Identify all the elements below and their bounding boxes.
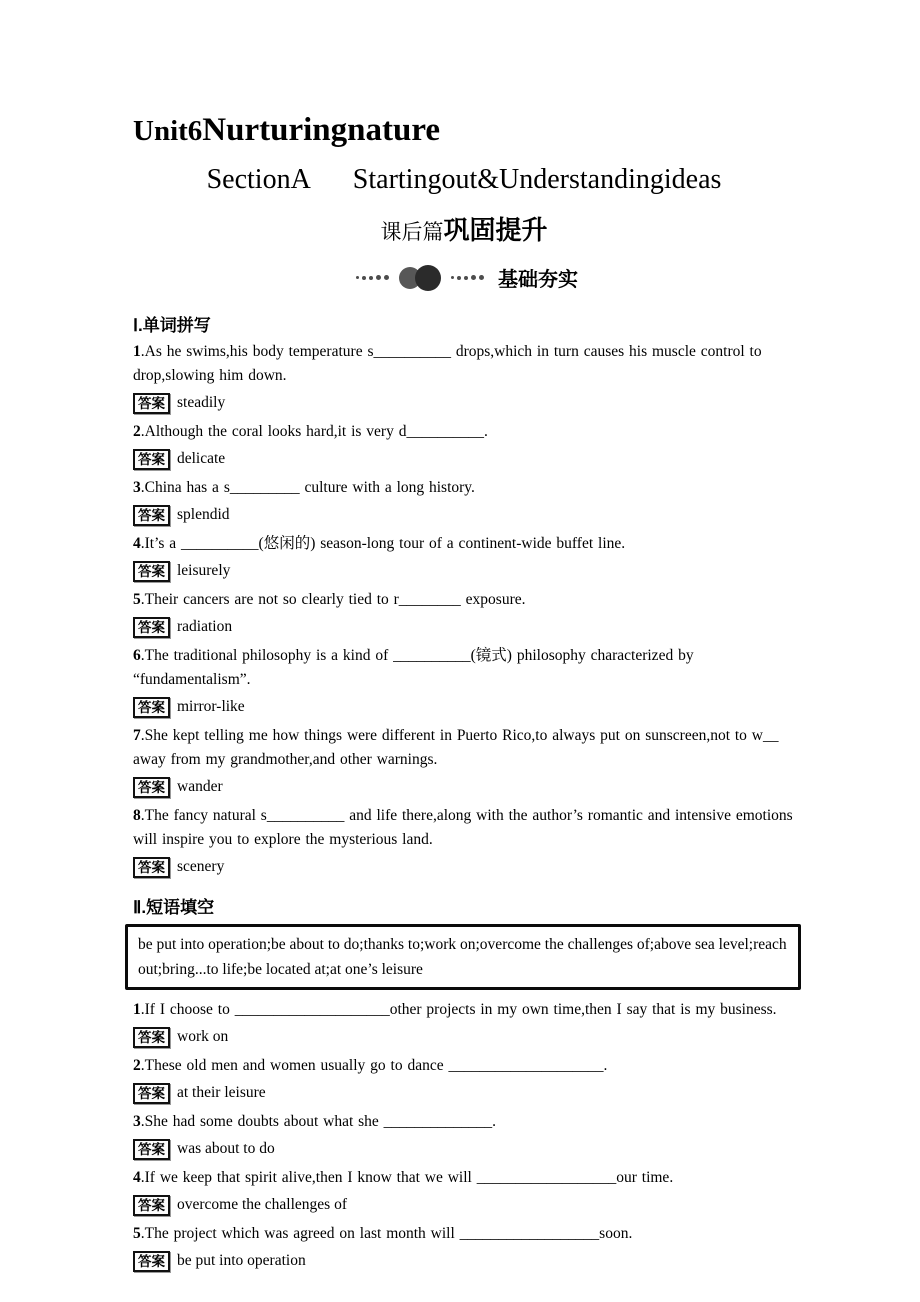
question-text: .The fancy natural s__________ and life there,along with the author’s romantic and intensive emotions will inspire you to explore the mysterious land. [133, 807, 793, 849]
question-number: 3 [133, 1113, 141, 1131]
question-text: .Although the coral looks hard,it is very d__________. [140, 423, 488, 441]
subtitle-section: SectionA [206, 164, 311, 196]
answer-text: leisurely [177, 562, 231, 580]
answer-text: overcome the challenges of [177, 1196, 347, 1214]
answer-text: steadily [177, 394, 226, 412]
question-item [133, 1222, 795, 1273]
answer-text: delicate [177, 450, 226, 468]
question-number: 6 [133, 647, 141, 665]
question-number: 5 [133, 591, 141, 609]
dots-right-icon [451, 275, 484, 280]
question-text: .If we keep that spirit alive,then I know that we will __________________our time. [140, 1169, 674, 1187]
basics-banner [133, 263, 795, 297]
answer-text: be put into operation [177, 1252, 306, 1270]
answer-label: 答案 [133, 697, 170, 718]
question-item [133, 724, 795, 799]
section-word-spelling [133, 311, 795, 879]
answer-label: 答案 [133, 1195, 170, 1216]
question-item [133, 420, 795, 471]
answer-label: 答案 [133, 1027, 170, 1048]
question-text: .These old men and women usually go to dance ____________________. [140, 1057, 608, 1075]
question-number: 4 [133, 535, 141, 553]
section1-heading: Ⅰ.单词拼写 [133, 316, 211, 336]
question-item [133, 1054, 795, 1105]
question-number: 2 [133, 423, 141, 441]
phrase-bank-text: be put into operation;be about to do;thanks to;work on;overcome the challenges of;above sea level;reach out;bring...to life;be located at;at one’s leisure [138, 936, 787, 979]
question-item [133, 532, 795, 583]
answer-label: 答案 [133, 1251, 170, 1272]
question-text: .The traditional philosophy is a kind of __________(镜式) philosophy characterized by “fundamentalism”. [133, 647, 694, 689]
question-item [133, 1110, 795, 1161]
subtitle-topic: Startingout&Understandingideas [352, 164, 722, 196]
unit-number: Unit6 [133, 115, 203, 147]
answer-label: 答案 [133, 617, 170, 638]
question-text: .The project which was agreed on last month will __________________soon. [140, 1225, 633, 1243]
question-item [133, 644, 795, 719]
phrase-bank-box [125, 924, 801, 990]
answer-label: 答案 [133, 505, 170, 526]
answer-label: 答案 [133, 393, 170, 414]
answer-label: 答案 [133, 857, 170, 878]
section-phrase-fill [133, 893, 795, 1273]
section-subtitle [133, 164, 795, 196]
question-number: 8 [133, 807, 141, 825]
section2-heading: Ⅱ.短语填空 [133, 898, 215, 918]
question-number: 7 [133, 727, 141, 745]
answer-text: mirror-like [177, 698, 245, 716]
page-title [133, 112, 795, 148]
question-number: 2 [133, 1057, 141, 1075]
question-text: .It’s a __________(悠闲的) season-long tour of a continent-wide buffet line. [140, 535, 626, 553]
unit-title: Nurturingnature [202, 112, 441, 148]
question-item [133, 476, 795, 527]
question-text: .She had some doubts about what she ______________. [140, 1113, 497, 1131]
question-item [133, 588, 795, 639]
answer-label: 答案 [133, 449, 170, 470]
answer-label: 答案 [133, 1139, 170, 1160]
answer-text: scenery [177, 858, 225, 876]
double-circle-icon [399, 265, 441, 291]
question-text: .Their cancers are not so clearly tied to r________ exposure. [140, 591, 526, 609]
question-text: .As he swims,his body temperature s__________ drops,which in turn causes his muscle control to drop,slowing him down. [133, 343, 762, 385]
question-item [133, 998, 795, 1049]
answer-label: 答案 [133, 561, 170, 582]
question-item [133, 340, 795, 415]
question-number: 1 [133, 1001, 141, 1019]
question-number: 3 [133, 479, 141, 497]
question-text: .China has a s_________ culture with a long history. [140, 479, 475, 497]
question-text: .If I choose to ____________________other projects in my own time,then I say that is my business. [140, 1001, 777, 1019]
question-item [133, 1166, 795, 1217]
dots-left-icon [356, 275, 389, 280]
lesson-prefix: 课后篇 [380, 221, 444, 245]
answer-text: at their leisure [177, 1084, 266, 1102]
answer-label: 答案 [133, 1083, 170, 1104]
answer-text: radiation [177, 618, 233, 636]
question-number: 1 [133, 343, 141, 361]
answer-label: 答案 [133, 777, 170, 798]
lesson-title: 巩固提升 [443, 215, 548, 246]
banner-label: 基础夯实 [498, 269, 578, 292]
question-item [133, 804, 795, 879]
answer-text: splendid [177, 506, 230, 524]
lesson-label [133, 210, 795, 247]
answer-text: was about to do [177, 1140, 275, 1158]
question-number: 4 [133, 1169, 141, 1187]
answer-text: work on [177, 1028, 229, 1046]
answer-text: wander [177, 778, 223, 796]
question-text: .She kept telling me how things were different in Puerto Rico,to always put on sunscreen,not to w__ away from my grandmother,and other warnings. [133, 727, 779, 769]
question-number: 5 [133, 1225, 141, 1243]
